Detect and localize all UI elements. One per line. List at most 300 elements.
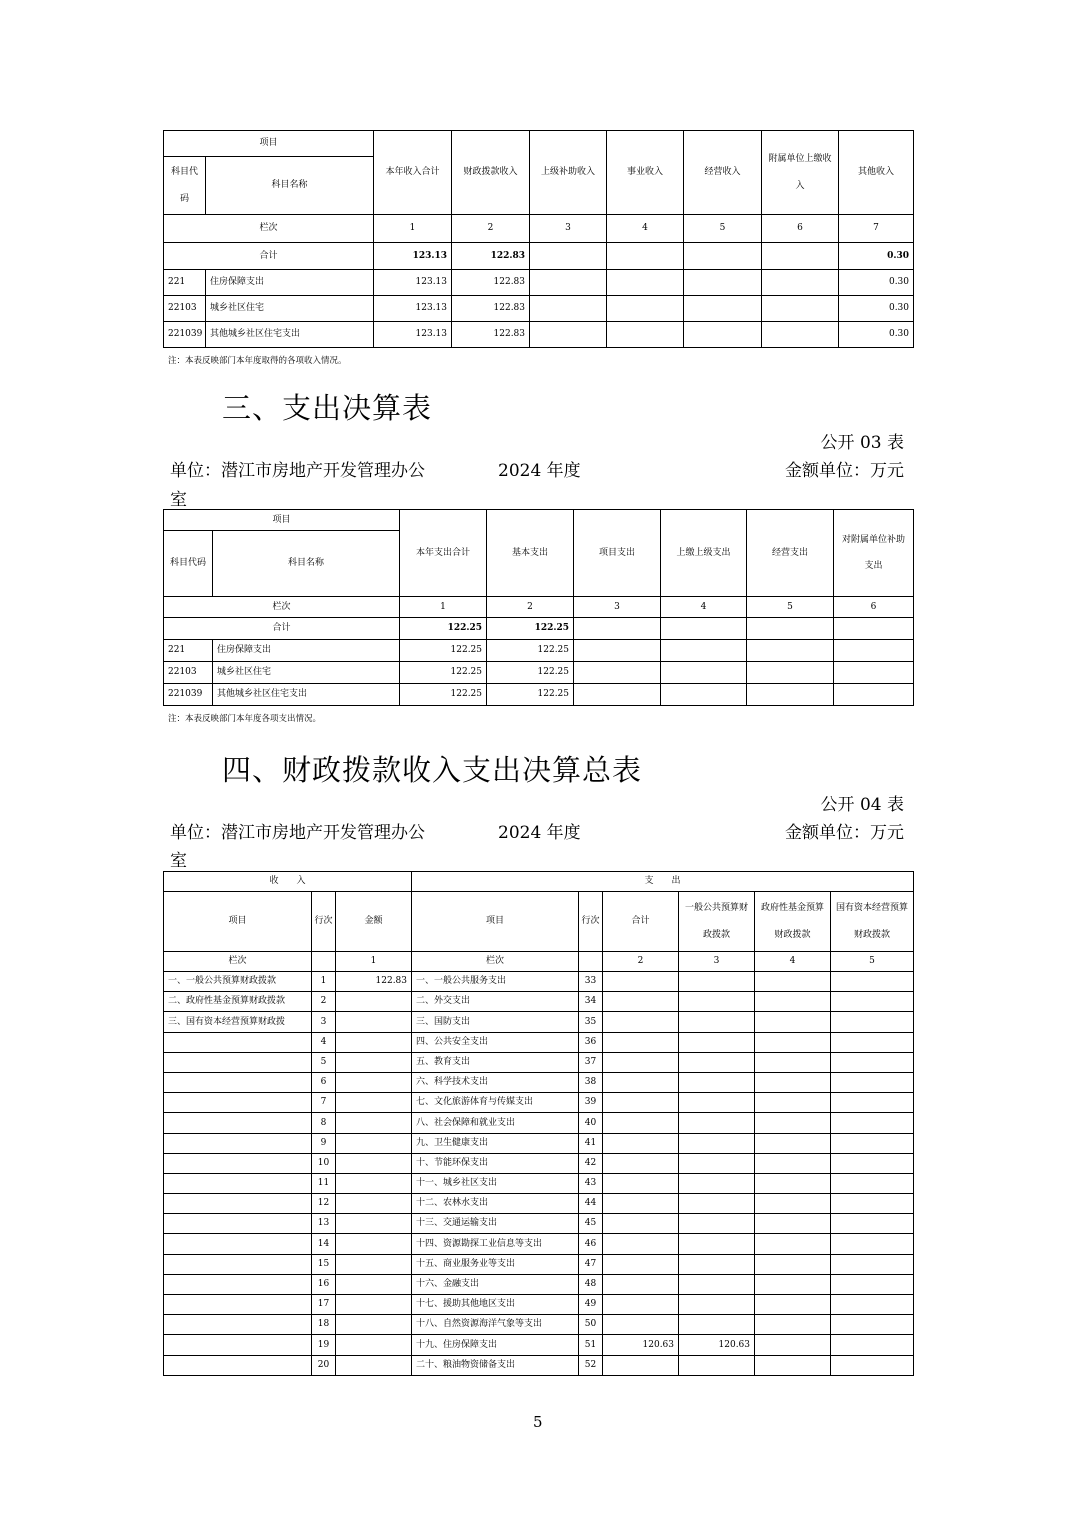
- table-row: [164, 1335, 914, 1355]
- state-cell: [831, 972, 914, 992]
- in-amount-cell: [336, 1315, 412, 1335]
- header-name: 科目名称: [206, 157, 374, 215]
- in-row-number: 13: [312, 1214, 336, 1234]
- table-row: [164, 270, 914, 296]
- fund-cell: [755, 1052, 831, 1072]
- value-cell: 122.25: [487, 662, 574, 684]
- value-cell: [834, 662, 914, 684]
- out-item-cell: 五、教育支出: [412, 1052, 579, 1072]
- name-cell: 城乡社区住宅: [206, 296, 374, 322]
- in-item-cell: [164, 1315, 312, 1335]
- state-cell: [831, 1072, 914, 1092]
- page-number: 5: [533, 1413, 543, 1431]
- table-row: [164, 992, 914, 1012]
- out-item-cell: 十九、住房保障支出: [412, 1335, 579, 1355]
- out-item-cell: 十四、资源勘探工业信息等支出: [412, 1234, 579, 1254]
- out-item-cell: 十二、农林水支出: [412, 1194, 579, 1214]
- total-label: 合计: [164, 618, 400, 640]
- out-item-cell: 十七、援助其他地区支出: [412, 1295, 579, 1315]
- total-cell: 123.13: [374, 243, 452, 270]
- col-header: 对附属单位补助支出: [834, 510, 914, 597]
- in-row-number: 6: [312, 1072, 336, 1092]
- total-cell: [603, 1315, 679, 1335]
- out-row-number: 34: [579, 992, 603, 1012]
- income-table-note: 注：本表反映部门本年度取得的各项收入情况。: [168, 356, 347, 366]
- in-item-cell: [164, 1234, 312, 1254]
- value-cell: [607, 270, 684, 296]
- out-row-number: 39: [579, 1093, 603, 1113]
- value-cell: [607, 296, 684, 322]
- header-fund: 政府性基金预算财政拨款: [755, 892, 831, 952]
- header-code: 科目代码: [164, 157, 206, 215]
- value-cell: 122.83: [452, 296, 530, 322]
- fund-cell: [755, 1173, 831, 1193]
- in-row-number: 10: [312, 1153, 336, 1173]
- value-cell: 122.83: [452, 270, 530, 296]
- in-amount-cell: [336, 1295, 412, 1315]
- table-row: [164, 1153, 914, 1173]
- col-number: 4: [607, 215, 684, 243]
- col-number: 7: [839, 215, 914, 243]
- value-cell: [834, 640, 914, 662]
- total-cell: [762, 243, 839, 270]
- year-label: 2024 年度: [498, 461, 581, 481]
- out-row-number: 37: [579, 1052, 603, 1072]
- general-cell: [679, 1052, 755, 1072]
- in-item-cell: [164, 1133, 312, 1153]
- state-cell: [831, 1113, 914, 1133]
- in-row-number: 4: [312, 1032, 336, 1052]
- col-number: 6: [762, 215, 839, 243]
- form-number: 公开 04 表: [820, 795, 904, 815]
- state-cell: [831, 1032, 914, 1052]
- out-item-cell: 一、一般公共服务支出: [412, 972, 579, 992]
- state-cell: [831, 1052, 914, 1072]
- out-item-cell: 八、社会保障和就业支出: [412, 1113, 579, 1133]
- in-amount-cell: [336, 1032, 412, 1052]
- value-cell: [607, 322, 684, 348]
- total-cell: [603, 1052, 679, 1072]
- header-general: 一般公共预算财政拨款: [679, 892, 755, 952]
- in-row-number: 3: [312, 1012, 336, 1032]
- header-project: 项目: [164, 510, 400, 531]
- in-item-cell: 二、政府性基金预算财政拨款: [164, 992, 312, 1012]
- in-row-number: 14: [312, 1234, 336, 1254]
- value-cell: [530, 296, 607, 322]
- fund-cell: [755, 1254, 831, 1274]
- in-item-cell: [164, 1214, 312, 1234]
- general-cell: [679, 1072, 755, 1092]
- col-header: 财政拨款收入: [452, 131, 530, 215]
- value-cell: 0.30: [839, 296, 914, 322]
- name-cell: 城乡社区住宅: [213, 662, 400, 684]
- out-row-number: 36: [579, 1032, 603, 1052]
- state-cell: [831, 1093, 914, 1113]
- value-cell: [684, 322, 762, 348]
- state-cell: [831, 1355, 914, 1375]
- total-cell: [603, 1173, 679, 1193]
- value-cell: [762, 270, 839, 296]
- fund-cell: [755, 1133, 831, 1153]
- value-cell: 0.30: [839, 322, 914, 348]
- code-cell: 22103: [164, 662, 213, 684]
- table-row: [164, 322, 914, 348]
- total-cell: 122.25: [487, 618, 574, 640]
- in-item-cell: [164, 1052, 312, 1072]
- table-row: [164, 662, 914, 684]
- in-row-number: 15: [312, 1254, 336, 1274]
- in-item-cell: [164, 1335, 312, 1355]
- col-number: [312, 952, 336, 972]
- general-cell: [679, 992, 755, 1012]
- total-cell: 122.25: [400, 618, 487, 640]
- name-cell: 其他城乡社区住宅支出: [213, 684, 400, 706]
- in-item-cell: [164, 1274, 312, 1294]
- out-item-cell: 二、外交支出: [412, 992, 579, 1012]
- in-item-cell: [164, 1194, 312, 1214]
- income-table: [163, 130, 914, 348]
- col-header: 上缴上级支出: [661, 510, 747, 597]
- header-amount: 金额: [336, 892, 412, 952]
- fund-cell: [755, 1274, 831, 1294]
- general-cell: [679, 1032, 755, 1052]
- code-cell: 221039: [164, 322, 206, 348]
- general-cell: [679, 1012, 755, 1032]
- table-row: [164, 1173, 914, 1193]
- value-cell: [762, 322, 839, 348]
- col-header: 项目支出: [574, 510, 661, 597]
- col-number: 2: [452, 215, 530, 243]
- fund-cell: [755, 1032, 831, 1052]
- in-amount-cell: [336, 1355, 412, 1375]
- total-cell: [603, 992, 679, 1012]
- in-amount-cell: [336, 1173, 412, 1193]
- out-item-cell: 九、卫生健康支出: [412, 1133, 579, 1153]
- general-cell: [679, 1214, 755, 1234]
- fund-cell: [755, 1214, 831, 1234]
- header-hang2: 行次: [579, 892, 603, 952]
- in-amount-cell: [336, 1254, 412, 1274]
- code-cell: 221: [164, 270, 206, 296]
- total-cell: [530, 243, 607, 270]
- col-number: 5: [831, 952, 914, 972]
- value-cell: [661, 662, 747, 684]
- col-header: 经营收入: [684, 131, 762, 215]
- in-amount-cell: [336, 992, 412, 1012]
- header-hang: 行次: [312, 892, 336, 952]
- state-cell: [831, 1133, 914, 1153]
- out-item-cell: 十三、交通运输支出: [412, 1214, 579, 1234]
- in-amount-cell: [336, 1153, 412, 1173]
- in-item-cell: 一、一般公共预算财政拨款: [164, 972, 312, 992]
- state-cell: [831, 992, 914, 1012]
- in-amount-cell: [336, 1335, 412, 1355]
- state-cell: [831, 1153, 914, 1173]
- out-item-cell: 十六、金融支出: [412, 1274, 579, 1294]
- general-cell: [679, 1234, 755, 1254]
- table-row: [164, 1355, 914, 1375]
- in-row-number: 19: [312, 1335, 336, 1355]
- fund-cell: [755, 1012, 831, 1032]
- table-row: [164, 1295, 914, 1315]
- total-cell: [603, 972, 679, 992]
- col-number: 3: [530, 215, 607, 243]
- in-item-cell: [164, 1072, 312, 1092]
- expense-table: [163, 509, 914, 706]
- value-cell: [747, 684, 834, 706]
- value-cell: 122.25: [400, 662, 487, 684]
- money-unit-label: 金额单位：万元: [785, 823, 904, 843]
- table-row: [164, 1315, 914, 1335]
- out-item-cell: 六、科学技术支出: [412, 1072, 579, 1092]
- name-cell: 住房保障支出: [206, 270, 374, 296]
- col-number: 6: [834, 597, 914, 618]
- table-row: [164, 684, 914, 706]
- fiscal-summary-body: [164, 972, 914, 1376]
- table-row: [164, 1113, 914, 1133]
- total-cell: [603, 1274, 679, 1294]
- value-cell: [574, 662, 661, 684]
- table-row: [164, 972, 914, 992]
- in-amount-cell: [336, 1012, 412, 1032]
- in-amount-cell: [336, 1093, 412, 1113]
- in-row-number: 11: [312, 1173, 336, 1193]
- general-cell: [679, 1093, 755, 1113]
- out-item-cell: 十八、自然资源海洋气象等支出: [412, 1315, 579, 1335]
- money-unit-label: 金额单位：万元: [785, 461, 904, 481]
- total-cell: [834, 618, 914, 640]
- value-cell: [661, 684, 747, 706]
- fund-cell: [755, 1295, 831, 1315]
- general-cell: [679, 1355, 755, 1375]
- total-cell: [607, 243, 684, 270]
- out-item-cell: 四、公共安全支出: [412, 1032, 579, 1052]
- col-header: 附属单位上缴收入: [762, 131, 839, 215]
- total-cell: 122.83: [452, 243, 530, 270]
- value-cell: 123.13: [374, 296, 452, 322]
- table-row: [164, 640, 914, 662]
- fund-cell: [755, 1093, 831, 1113]
- value-cell: 123.13: [374, 270, 452, 296]
- col-number: 4: [755, 952, 831, 972]
- value-cell: [530, 270, 607, 296]
- table-row: [164, 1234, 914, 1254]
- col-number: 3: [574, 597, 661, 618]
- lanci-label: 栏次: [164, 215, 374, 243]
- lanci-label: 栏次: [412, 952, 579, 972]
- total-cell: [603, 1072, 679, 1092]
- table-row: [164, 296, 914, 322]
- section-title: 三、支出决算表: [222, 391, 433, 425]
- in-row-number: 5: [312, 1052, 336, 1072]
- in-item-cell: [164, 1113, 312, 1133]
- out-row-number: 38: [579, 1072, 603, 1092]
- value-cell: 123.13: [374, 322, 452, 348]
- total-cell: [574, 618, 661, 640]
- unit-label: 单位：潜江市房地产开发管理办公: [170, 461, 425, 481]
- in-amount-cell: [336, 1133, 412, 1153]
- fund-cell: [755, 1153, 831, 1173]
- value-cell: 0.30: [839, 270, 914, 296]
- general-cell: [679, 1274, 755, 1294]
- out-item-cell: 七、文化旅游体育与传媒支出: [412, 1093, 579, 1113]
- out-row-number: 49: [579, 1295, 603, 1315]
- out-row-number: 46: [579, 1234, 603, 1254]
- state-cell: [831, 1335, 914, 1355]
- out-row-number: 47: [579, 1254, 603, 1274]
- out-row-number: 43: [579, 1173, 603, 1193]
- total-cell: [603, 1153, 679, 1173]
- col-number: 5: [684, 215, 762, 243]
- form-number: 公开 03 表: [820, 433, 904, 453]
- in-amount-cell: [336, 1194, 412, 1214]
- out-row-number: 41: [579, 1133, 603, 1153]
- total-cell: 0.30: [839, 243, 914, 270]
- value-cell: 122.25: [487, 684, 574, 706]
- in-row-number: 2: [312, 992, 336, 1012]
- in-amount-cell: [336, 1234, 412, 1254]
- unit-label-cont: 室: [170, 490, 187, 510]
- in-row-number: 20: [312, 1355, 336, 1375]
- table-row: [164, 1194, 914, 1214]
- in-item-cell: [164, 1093, 312, 1113]
- table-row: [164, 1072, 914, 1092]
- income-header: 收 入: [164, 872, 412, 892]
- total-cell: 120.63: [603, 1335, 679, 1355]
- code-cell: 221039: [164, 684, 213, 706]
- out-row-number: 40: [579, 1113, 603, 1133]
- out-row-number: 48: [579, 1274, 603, 1294]
- fund-cell: [755, 1335, 831, 1355]
- general-cell: [679, 1153, 755, 1173]
- out-row-number: 51: [579, 1335, 603, 1355]
- state-cell: [831, 1315, 914, 1335]
- general-cell: [679, 1133, 755, 1153]
- fiscal-summary-table: [163, 871, 914, 1376]
- table-row: [164, 1254, 914, 1274]
- total-cell: [603, 1194, 679, 1214]
- general-cell: [679, 1173, 755, 1193]
- in-item-cell: 三、国有资本经营预算财政拨: [164, 1012, 312, 1032]
- in-amount-cell: 122.83: [336, 972, 412, 992]
- in-row-number: 17: [312, 1295, 336, 1315]
- col-number: 3: [679, 952, 755, 972]
- col-number: 1: [400, 597, 487, 618]
- fund-cell: [755, 1113, 831, 1133]
- state-cell: [831, 1274, 914, 1294]
- lanci-label: 栏次: [164, 597, 400, 618]
- general-cell: 120.63: [679, 1335, 755, 1355]
- value-cell: [684, 296, 762, 322]
- general-cell: [679, 1194, 755, 1214]
- col-number: 1: [336, 952, 412, 972]
- in-amount-cell: [336, 1214, 412, 1234]
- col-header: 基本支出: [487, 510, 574, 597]
- name-cell: 住房保障支出: [213, 640, 400, 662]
- in-amount-cell: [336, 1274, 412, 1294]
- header-project: 项目: [164, 131, 374, 157]
- state-cell: [831, 1173, 914, 1193]
- state-cell: [831, 1012, 914, 1032]
- general-cell: [679, 1254, 755, 1274]
- fund-cell: [755, 1355, 831, 1375]
- table-row: [164, 1274, 914, 1294]
- col-number: 2: [603, 952, 679, 972]
- header-item2: 项目: [412, 892, 579, 952]
- col-number: 5: [747, 597, 834, 618]
- in-item-cell: [164, 1153, 312, 1173]
- table-row: [164, 1012, 914, 1032]
- out-row-number: 33: [579, 972, 603, 992]
- section-title: 四、财政拨款收入支出决算总表: [222, 753, 643, 787]
- value-cell: [661, 640, 747, 662]
- code-cell: 221: [164, 640, 213, 662]
- state-cell: [831, 1254, 914, 1274]
- in-row-number: 7: [312, 1093, 336, 1113]
- state-cell: [831, 1295, 914, 1315]
- total-cell: [603, 1355, 679, 1375]
- col-header: 本年支出合计: [400, 510, 487, 597]
- header-item: 项目: [164, 892, 312, 952]
- value-cell: [834, 684, 914, 706]
- fund-cell: [755, 1194, 831, 1214]
- general-cell: [679, 1315, 755, 1335]
- total-cell: [603, 1295, 679, 1315]
- total-cell: [603, 1214, 679, 1234]
- state-cell: [831, 1194, 914, 1214]
- total-cell: [603, 1032, 679, 1052]
- total-cell: [603, 1093, 679, 1113]
- lanci-label: 栏次: [164, 952, 312, 972]
- fund-cell: [755, 992, 831, 1012]
- value-cell: [747, 662, 834, 684]
- out-row-number: 42: [579, 1153, 603, 1173]
- total-cell: [603, 1234, 679, 1254]
- in-item-cell: [164, 1295, 312, 1315]
- table-row: [164, 1133, 914, 1153]
- in-row-number: 16: [312, 1274, 336, 1294]
- fund-cell: [755, 1072, 831, 1092]
- in-row-number: 18: [312, 1315, 336, 1335]
- expense-header: 支 出: [412, 872, 914, 892]
- table-row: [164, 1214, 914, 1234]
- total-cell: [603, 1113, 679, 1133]
- col-header: 事业收入: [607, 131, 684, 215]
- col-header: 本年收入合计: [374, 131, 452, 215]
- col-header: 经营支出: [747, 510, 834, 597]
- value-cell: 122.25: [400, 640, 487, 662]
- header-total: 合计: [603, 892, 679, 952]
- col-number: 2: [487, 597, 574, 618]
- header-code: 科目代码: [164, 531, 213, 597]
- out-item-cell: 三、国防支出: [412, 1012, 579, 1032]
- fund-cell: [755, 1315, 831, 1335]
- total-cell: [747, 618, 834, 640]
- total-cell: [603, 1133, 679, 1153]
- fund-cell: [755, 972, 831, 992]
- year-label: 2024 年度: [498, 823, 581, 843]
- col-header: 其他收入: [839, 131, 914, 215]
- state-cell: [831, 1234, 914, 1254]
- general-cell: [679, 1295, 755, 1315]
- in-amount-cell: [336, 1113, 412, 1133]
- value-cell: [747, 640, 834, 662]
- in-amount-cell: [336, 1052, 412, 1072]
- in-row-number: 9: [312, 1133, 336, 1153]
- col-number: [579, 952, 603, 972]
- in-item-cell: [164, 1032, 312, 1052]
- value-cell: 122.25: [400, 684, 487, 706]
